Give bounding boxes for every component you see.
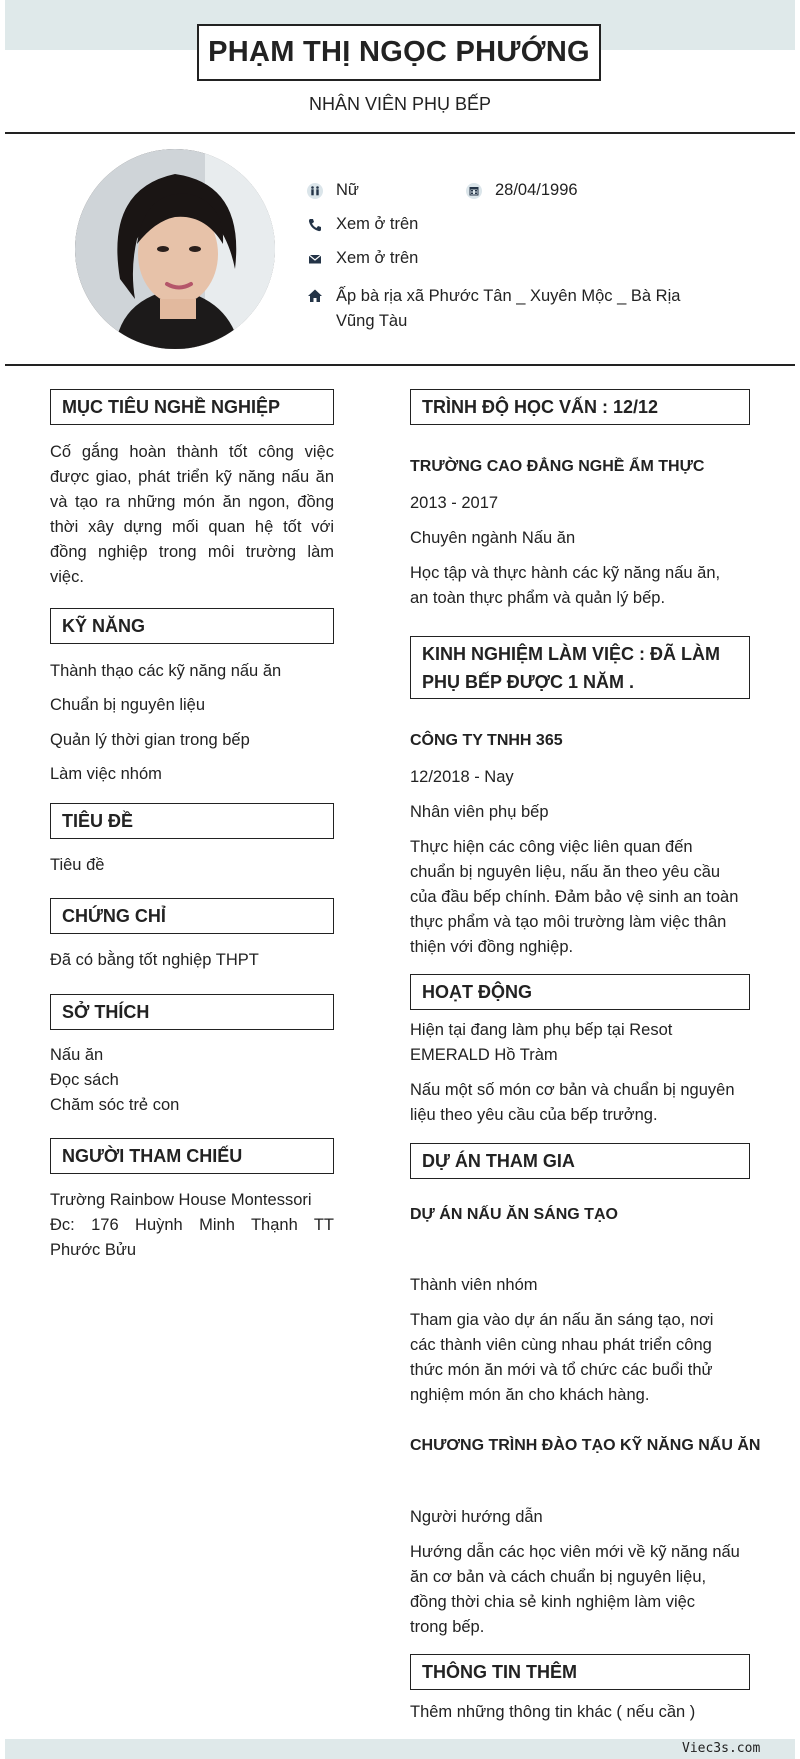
job-title: NHÂN VIÊN PHỤ BẾP [308,94,492,114]
references-heading: NGƯỜI THAM CHIẾU [50,1138,334,1174]
experience-description [410,835,755,960]
footer-band [5,1739,795,1759]
custom-heading: TIÊU ĐỀ [50,803,334,839]
project-1-name: DỰ ÁN NẤU ĂN SÁNG TẠO [410,1206,618,1223]
hobby-item: Nấu ăn [50,1046,104,1064]
project-1-description [410,1308,755,1408]
project-desc-line: ăn cơ bản và cách chuẩn bị nguyên liệu, [410,1568,707,1586]
activities-heading: HOẠT ĐỘNG [410,974,750,1010]
education-desc-line: Học tập và thực hành các kỹ năng nấu ăn, [410,564,721,582]
phone-icon [306,216,324,234]
experience-heading-line: KINH NGHIỆM LÀM VIỆC : ĐÃ LÀM [422,643,720,664]
portrait-image [75,149,275,349]
avatar-photo [75,149,275,349]
education-major: Chuyên ngành Nấu ăn [410,529,576,547]
address-line-2: Vũng Tàu [336,312,408,330]
experience-heading [410,636,750,699]
projects-heading: DỰ ÁN THAM GIA [410,1143,750,1179]
birthdate-row [465,181,578,200]
hobby-item: Đọc sách [50,1071,119,1089]
objective-text [50,440,334,590]
objective-line: đồng nghiệp trong môi trường làm [50,543,334,561]
divider-middle [5,364,795,366]
certificates-heading: CHỨNG CHỈ [50,898,334,934]
hobbies-heading: SỞ THÍCH [50,994,334,1030]
reference-line: Phước Bửu [50,1241,137,1259]
address-line-1: Ấp bà rịa xã Phước Tân _ Xuyên Mộc _ Bà Rịa [336,287,681,305]
activities-text-1 [410,1018,755,1068]
skill-item: Thành thạo các kỹ năng nấu ăn [50,662,282,680]
project-desc-line: đồng thời chia sẻ kinh nghiệm làm việc [410,1593,696,1611]
experience-desc-line: Thực hiện các công việc liên quan đến [410,838,693,856]
experience-desc-line: thực phẩm và tạo môi trường làm việc thân [410,913,727,931]
objective-line: việc. [50,568,84,586]
objective-line: thời xây dựng mối quan hệ tốt với [50,518,334,536]
project-2-description [410,1540,755,1640]
skill-item: Chuẩn bị nguyên liệu [50,696,206,714]
gender-row [306,181,359,200]
project-desc-line: trong bếp. [410,1618,485,1636]
objective-line: được giao, phát triển kỹ năng nấu ăn [50,468,334,486]
birthdate-value: 28/04/1996 [495,181,578,199]
project-2-name: CHƯƠNG TRÌNH ĐÀO TẠO KỸ NĂNG NẤU ĂN [410,1437,761,1454]
calendar-icon [465,182,483,200]
project-desc-line: Tham gia vào dự án nấu ăn sáng tạo, nơi [410,1311,714,1329]
project-desc-line: thức món ăn mới và tổ chức các buổi thử [410,1361,713,1379]
watermark: Viec3s.com [682,1741,761,1756]
address-row [306,284,680,334]
phone-row [306,215,418,234]
experience-desc-line: của đầu bếp chính. Đảm bảo vệ sinh an toàn [410,888,739,906]
education-description [410,561,750,611]
email-row [306,249,418,268]
activity-line: Nấu một số món cơ bản và chuẩn bị nguyên [410,1081,735,1099]
home-icon [306,287,324,305]
hobby-item: Chăm sóc trẻ con [50,1096,180,1114]
skill-item: Quản lý thời gian trong bếp [50,731,250,749]
activity-line: liệu theo yêu cầu của bếp trưởng. [410,1106,658,1124]
activity-line: Hiện tại đang làm phụ bếp tại Resot [410,1021,673,1039]
experience-heading-line: PHỤ BẾP ĐƯỢC 1 NĂM . [422,671,634,692]
company-name: CÔNG TY TNHH 365 [410,732,563,749]
objective-line: và tạo ra những món ăn ngon, đồng [50,493,334,511]
experience-desc-line: thiện với đồng nghiệp. [410,938,574,956]
project-desc-line: các thành viên cùng nhau phát triển công [410,1336,712,1354]
envelope-icon [306,250,324,268]
education-heading: TRÌNH ĐỘ HỌC VẤN : 12/12 [410,389,750,425]
hobbies-list [50,1043,179,1118]
education-desc-line: an toàn thực phẩm và quản lý bếp. [410,589,666,607]
objective-line: Cố gắng hoàn thành tốt công việc [50,443,334,461]
skills-heading: KỸ NĂNG [50,608,334,644]
activity-line: EMERALD Hồ Tràm [410,1046,558,1064]
name-box [197,24,601,81]
project-desc-line: Hướng dẫn các học viên mới về kỹ năng nấu [410,1543,740,1561]
project-desc-line: nghiệm món ăn cho khách hàng. [410,1386,650,1404]
candidate-name: PHẠM THỊ NGỌC PHƯỚNG [208,36,590,68]
email-value: Xem ở trên [336,249,419,267]
education-period: 2013 - 2017 [410,494,499,512]
phone-value: Xem ở trên [336,215,419,233]
objective-heading: MỤC TIÊU NGHỀ NGHIỆP [50,389,334,425]
more-info-text: Thêm những thông tin khác ( nếu cần ) [410,1703,696,1721]
reference-line: Đc: 176 Huỳnh Minh Thạnh TT [50,1216,334,1234]
project-2-role: Người hướng dẫn [410,1508,543,1526]
experience-desc-line: chuẩn bị nguyên liệu, nấu ăn theo yêu cầu [410,863,721,881]
school-name: TRƯỜNG CAO ĐẲNG NGHỀ ẨM THỰC [410,458,705,475]
experience-period: 12/2018 - Nay [410,768,514,786]
certificate-text: Đã có bằng tốt nghiệp THPT [50,951,259,969]
skill-item: Làm việc nhóm [50,765,162,783]
gender-icon [306,182,324,200]
more-info-heading: THÔNG TIN THÊM [410,1654,750,1690]
project-1-role: Thành viên nhóm [410,1276,538,1294]
references-text [50,1188,334,1263]
gender-value: Nữ [336,181,359,199]
activities-text-2 [410,1078,755,1128]
experience-position: Nhân viên phụ bếp [410,803,549,821]
custom-text: Tiêu đề [50,856,105,874]
reference-line: Trường Rainbow House Montessori [50,1191,312,1209]
divider-top [5,132,795,134]
